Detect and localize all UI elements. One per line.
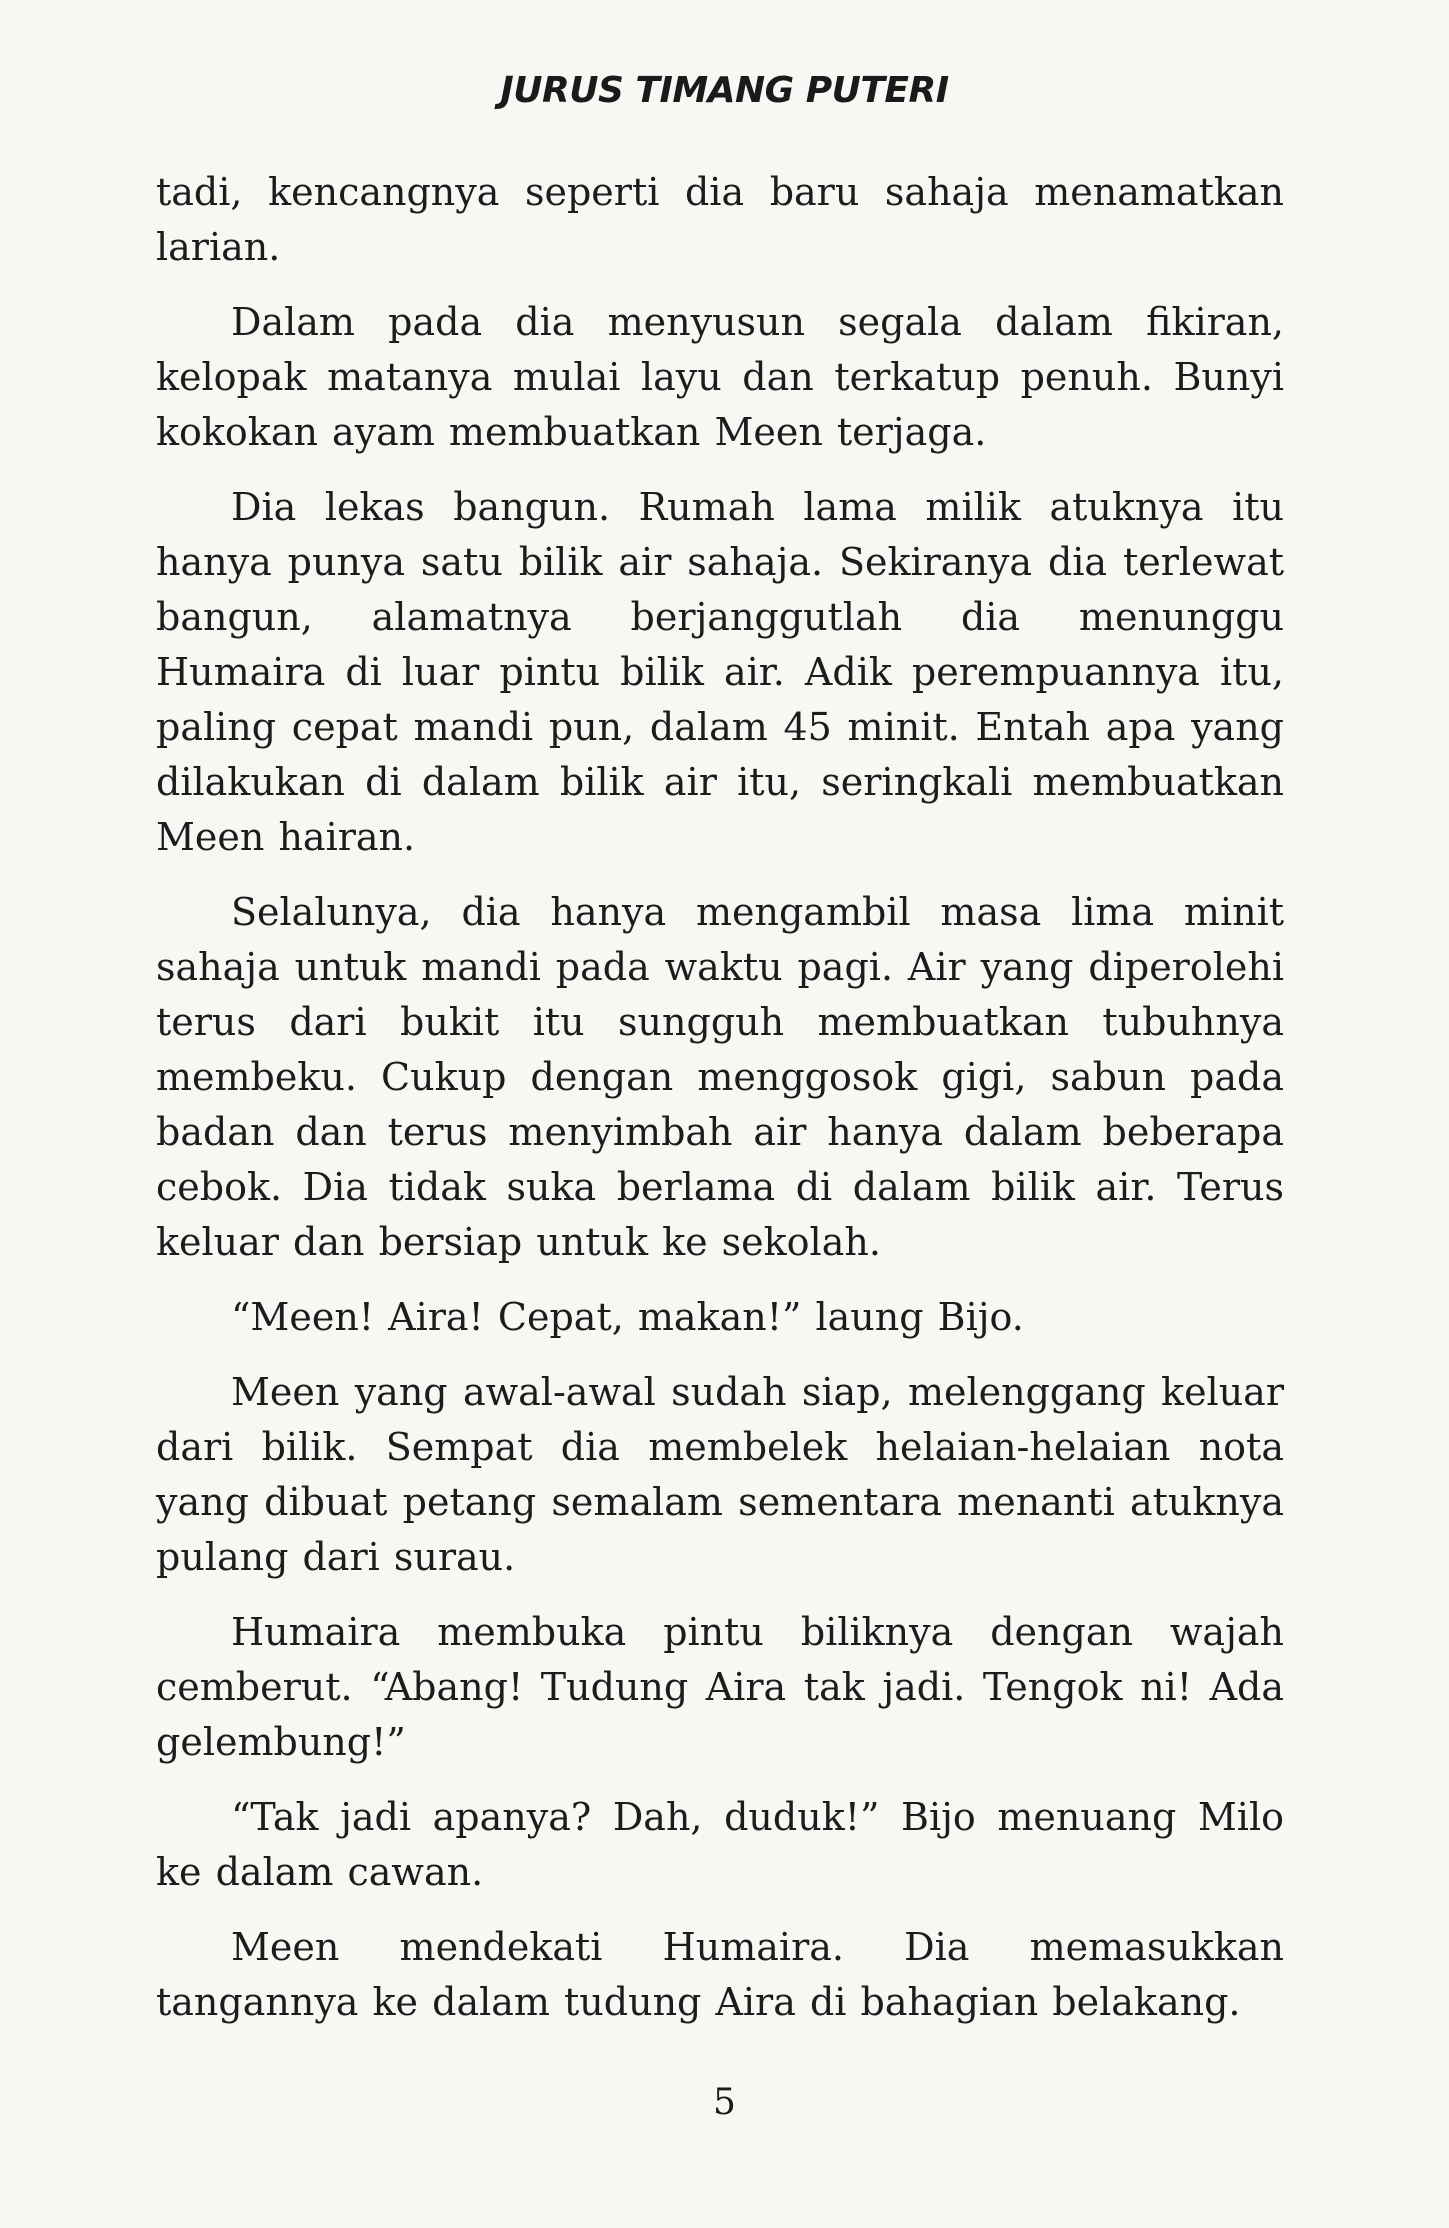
paragraph-3: Dia lekas bangun. Rumah lama milik atuknya itu hanya punya satu bilik air sahaja. Sekiranya dia terlewat bangun, alamatnya berjanggutlah dia menunggu Humaira di luar pintu bilik air. Adik perempuannya itu, paling cepat mandi pun, dalam 45 minit. Entah apa yang dilakukan di dalam bilik air itu, seringkali membuatkan Meen hairan.: [156, 485, 1284, 859]
running-header: JURUS TIMANG PUTERI: [500, 70, 949, 111]
paragraph-6: Meen yang awal-awal sudah siap, melenggang keluar dari bilik. Sempat dia membelek helaian-helaian nota yang dibuat petang semalam sementara menanti atuknya pulang dari surau.: [156, 1370, 1284, 1579]
paragraph-9: Meen mendekati Humaira. Dia memasukkan tangannya ke dalam tudung Aira di bahagian belakang.: [156, 1925, 1284, 2024]
paragraph-1: tadi, kencangnya seperti dia baru sahaja menamatkan larian.: [156, 170, 1284, 269]
paragraph-2: Dalam pada dia menyusun segala dalam fikiran, kelopak matanya mulai layu dan terkatup penuh. Bunyi kokokan ayam membuatkan Meen terjaga.: [156, 300, 1284, 454]
paragraph-5: “Meen! Aira! Cepat, makan!” laung Bijo.: [231, 1295, 1024, 1339]
paragraph-7: Humaira membuka pintu biliknya dengan wajah cemberut. “Abang! Tudung Aira tak jadi. Tengok ni! Ada gelembung!”: [156, 1610, 1284, 1764]
page-number: 5: [713, 2082, 736, 2123]
paragraph-8: “Tak jadi apanya? Dah, duduk!” Bijo menuang Milo ke dalam cawan.: [156, 1795, 1284, 1894]
body-text: [156, 165, 1284, 2050]
paragraph-4: Selalunya, dia hanya mengambil masa lima minit sahaja untuk mandi pada waktu pagi. Air yang diperolehi terus dari bukit itu sungguh membuatkan tubuhnya membeku. Cukup dengan menggosok gigi, sabun pada badan dan terus menyimbah air hanya dalam beberapa cebok. Dia tidak suka berlama di dalam bilik air. Terus keluar dan bersiap untuk ke sekolah.: [156, 890, 1284, 1264]
